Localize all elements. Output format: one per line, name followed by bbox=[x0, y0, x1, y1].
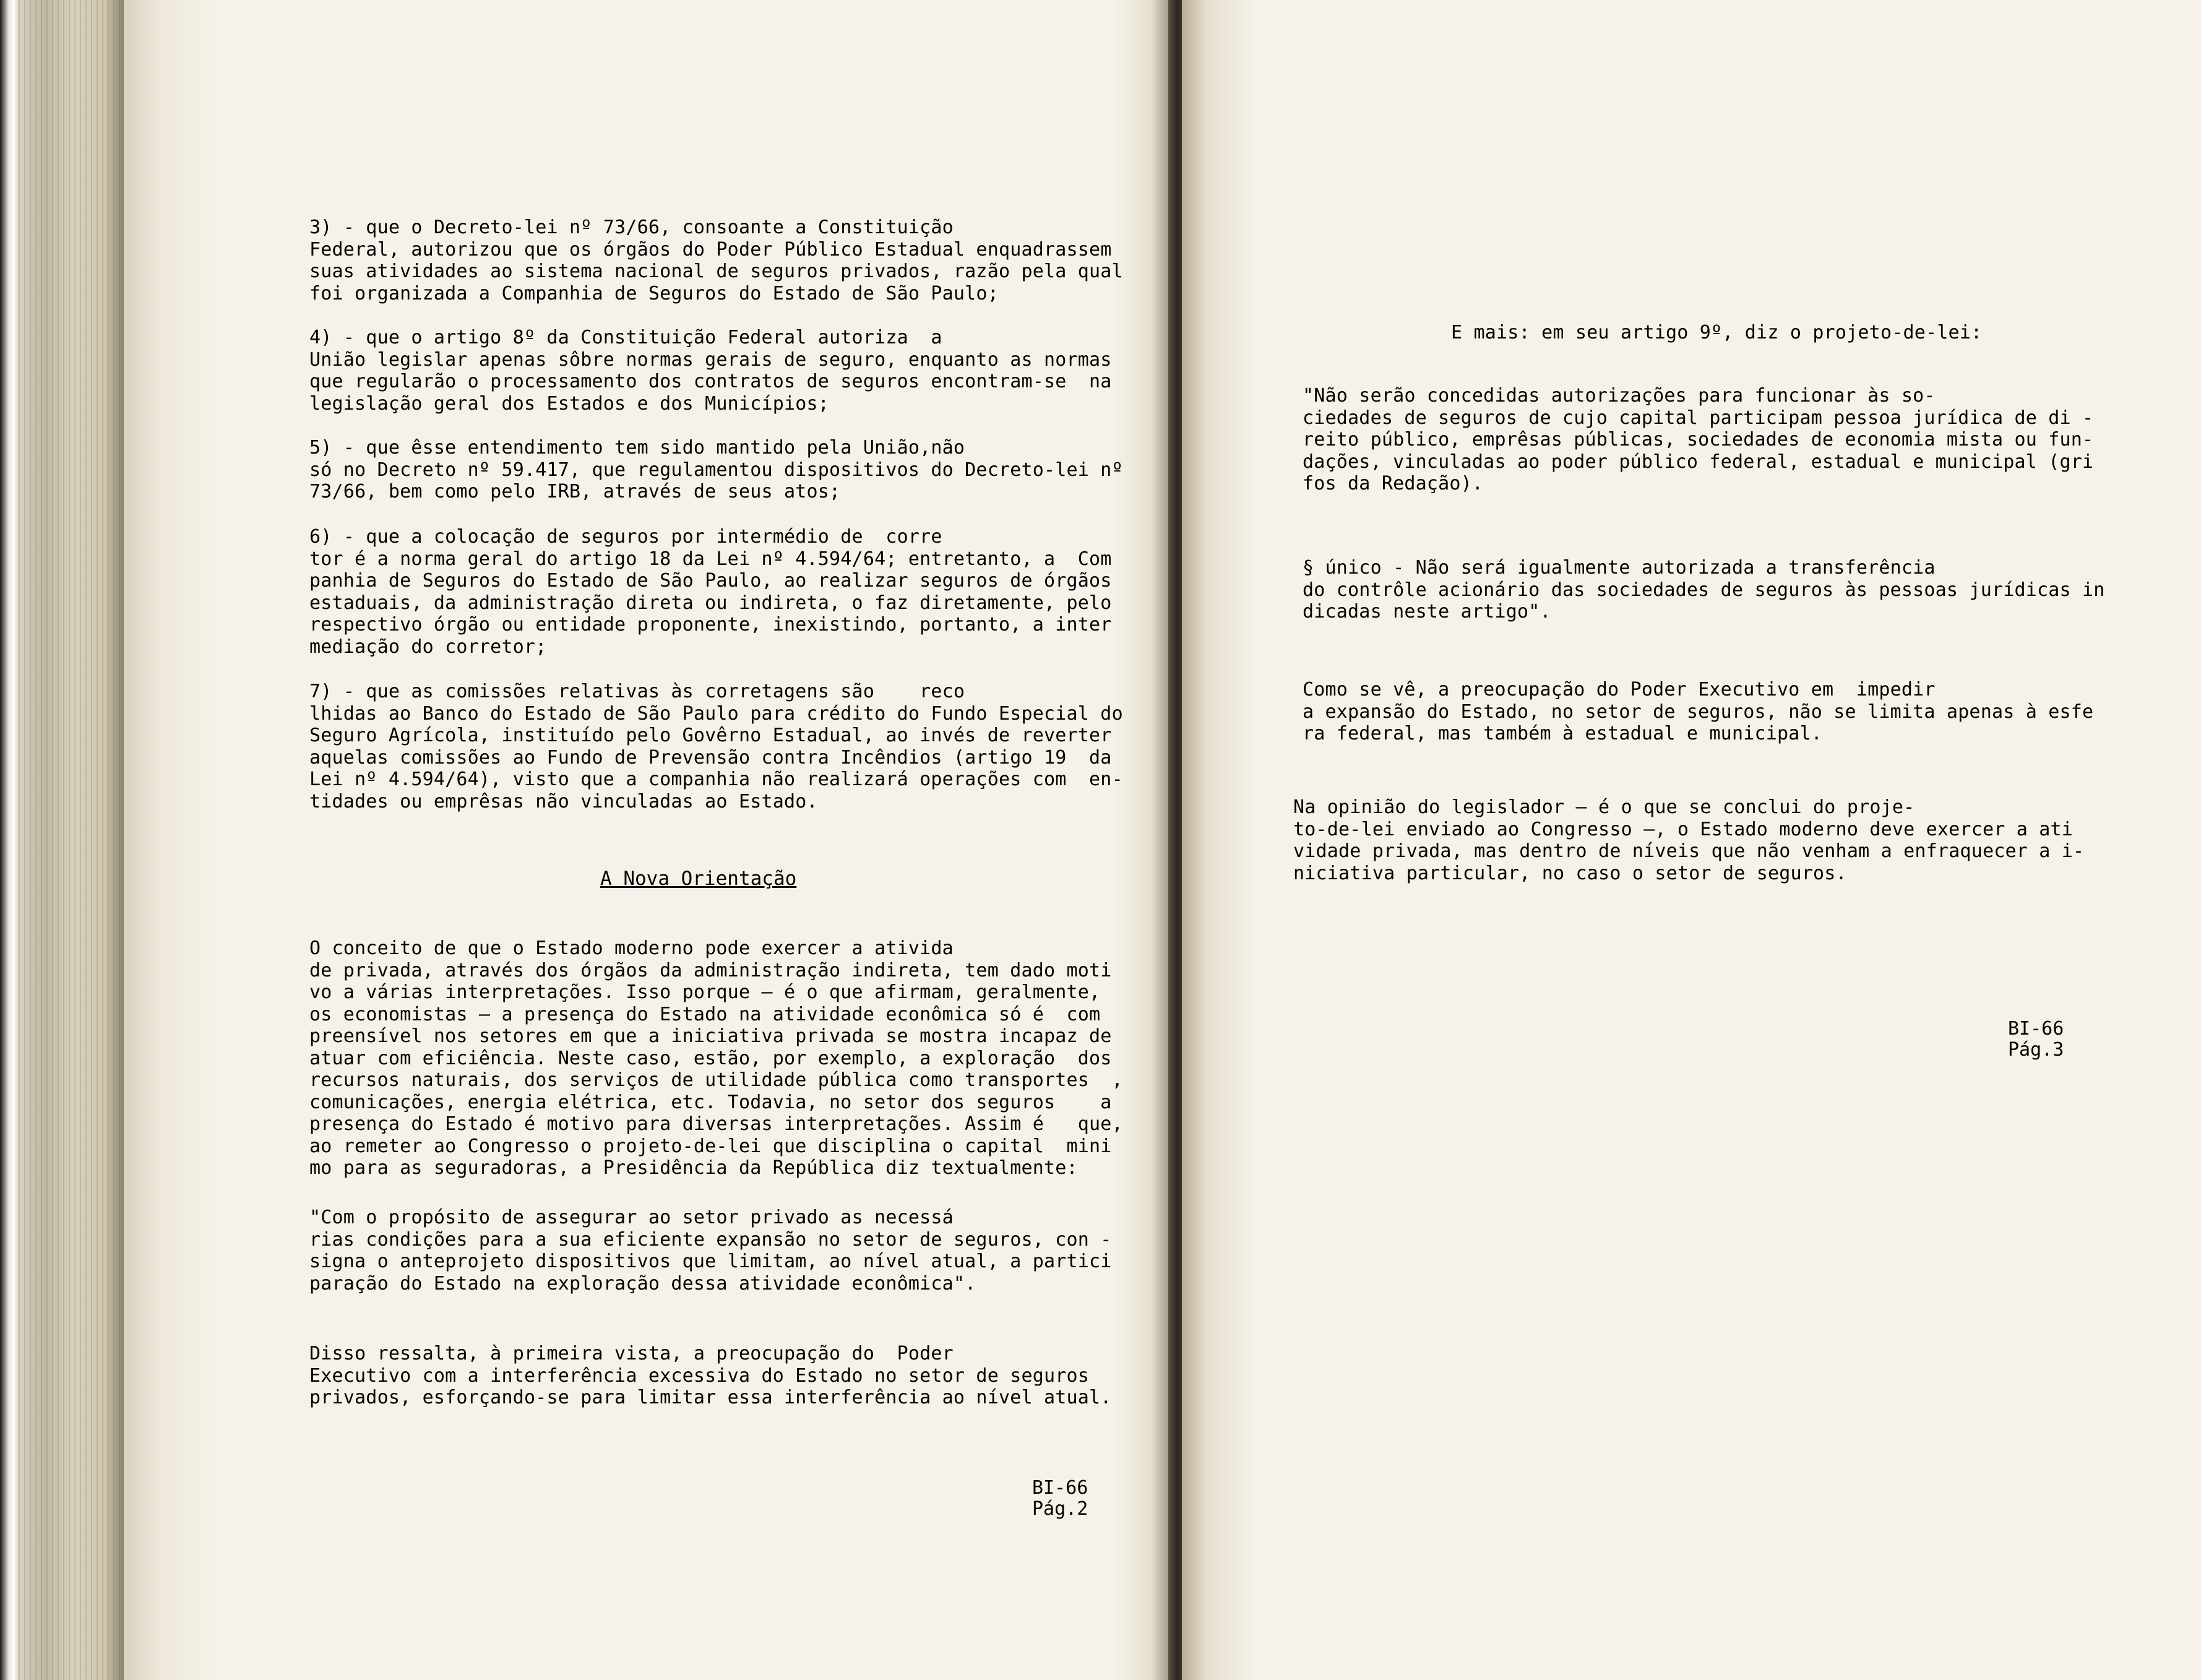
right-page-number: BI-66 Pág.3 bbox=[2008, 1018, 2064, 1061]
left-paragraph-concept: O conceito de que o Estado moderno pode exercer a ativida de privada, através dos órgãos da administração indireta, tem dado moti vo a várias interpretações. Isso porque — é o que afirmam, geralmente, os economistas — a presença do Estado na atividade econômica só é com preensível nos setores em que a iniciativa privada se mostra incapaz de atuar com eficiência. Neste caso, estão, por exemplo, a exploração dos recursos naturais, dos serviços de utilidade pública como transportes , comunicações, energia elétrica, etc. Todavia, no setor dos seguros a presença do Estado é motivo para diversas interpretações. Assim é que, ao remeter ao Congresso o projeto-de-lei que disciplina o capital mini mo para as seguradoras, a Presidência da República diz textualmente: bbox=[309, 937, 1123, 1179]
left-paragraph-7: 7) - que as comissões relativas às corretagens são reco lhidas ao Banco do Estado de São Paulo para crédito do Fundo Especial do Seguro Agrícola, instituído pelo Govêrno Estadual, ao invés de reverter aquelas comissões ao Fundo de Prevensão contra Incêndios (artigo 19 da Lei nº 4.594/64), visto que a companhia não realizará operações com en- tidades ou emprêsas não vinculadas ao Estado. bbox=[309, 681, 1123, 812]
section-heading: A Nova Orientação bbox=[600, 868, 797, 890]
left-paragraph-6: 6) - que a colocação de seguros por intermédio de corre tor é a norma geral do artigo 18 da Lei nº 4.594/64; entretanto, a Com panhia de Seguros do Estado de São Paulo, ao realizar seguros de órgãos estaduais, da administração direta ou indireta, o faz diretamente, pelo respectivo órgão ou entidade proponente, inexistindo, portanto, a inter mediação do corretor; bbox=[309, 526, 1112, 658]
right-intro: E mais: em seu artigo 9º, diz o projeto-de-lei: bbox=[1451, 322, 1983, 343]
right-paragraph-unico: § único - Não será igualmente autorizada a transferência do contrôle acionário das sociedades de seguros às pessoas jurídicas in dicadas neste artigo". bbox=[1303, 557, 2105, 622]
left-page-number: BI-66 Pág.2 bbox=[1032, 1477, 1088, 1520]
left-paragraph-conclusion: Disso ressalta, à primeira vista, a preocupação do Poder Executivo com a interferência excessiva do Estado no setor de seguros privados, esforçando-se para limitar essa interferência ao nível atual. bbox=[309, 1343, 1112, 1408]
left-paragraph-4: 4) - que o artigo 8º da Constituição Federal autoriza a União legislar apenas sôbre normas gerais de seguro, enquanto as normas que regularão o processamento dos contratos de seguros encontram-se na legislação geral dos Estados e dos Municípios; bbox=[309, 327, 1112, 415]
left-quotation: "Com o propósito de assegurar ao setor privado as necessá rias condições para a sua eficiente expansão no setor de seguros, con - signa o anteprojeto dispositivos que limitam, ao nível atual, a partici paração do Estado na exploração dessa atividade econômica". bbox=[309, 1207, 1112, 1294]
right-paragraph-opiniao: Na opinião do legislador — é o que se conclui do proje- to-de-lei enviado ao Congresso —, o Estado moderno deve exercer a ati vidade privada, mas dentro de níveis que não venham a enfraquecer a i- niciativa particular, no caso o setor de seguros. bbox=[1293, 796, 2085, 884]
left-paragraph-5: 5) - que êsse entendimento tem sido mantido pela União,não só no Decreto nº 59.417, que regulamentou dispositivos do Decreto-lei nº 73/66, bem como pelo IRB, através de seus atos; bbox=[309, 437, 1123, 502]
page-edge-lines bbox=[19, 0, 124, 1680]
right-paragraph-expansao: Como se vê, a preocupação do Poder Executivo em impedir a expansão do Estado, no setor de seguros, não se limita apenas à esfe ra federal, mas também à estadual e municipal. bbox=[1303, 679, 2094, 744]
left-paragraph-3: 3) - que o Decreto-lei nº 73/66, consoante a Constituição Federal, autorizou que os órgãos do Poder Público Estadual enquadrassem suas atividades ao sistema nacional de seguros privados, razão pela qual foi organizada a Companhia de Seguros do Estado de São Paulo; bbox=[309, 217, 1123, 304]
right-quotation: "Não serão concedidas autorizações para funcionar às so- ciedades de seguros de cujo capital participam pessoa jurídica de di - reito público, emprêsas públicas, sociedades de economia mista ou fun- dações, vinculadas ao poder público federal, estadual e municipal (gri fos da Redação). bbox=[1303, 385, 2094, 494]
